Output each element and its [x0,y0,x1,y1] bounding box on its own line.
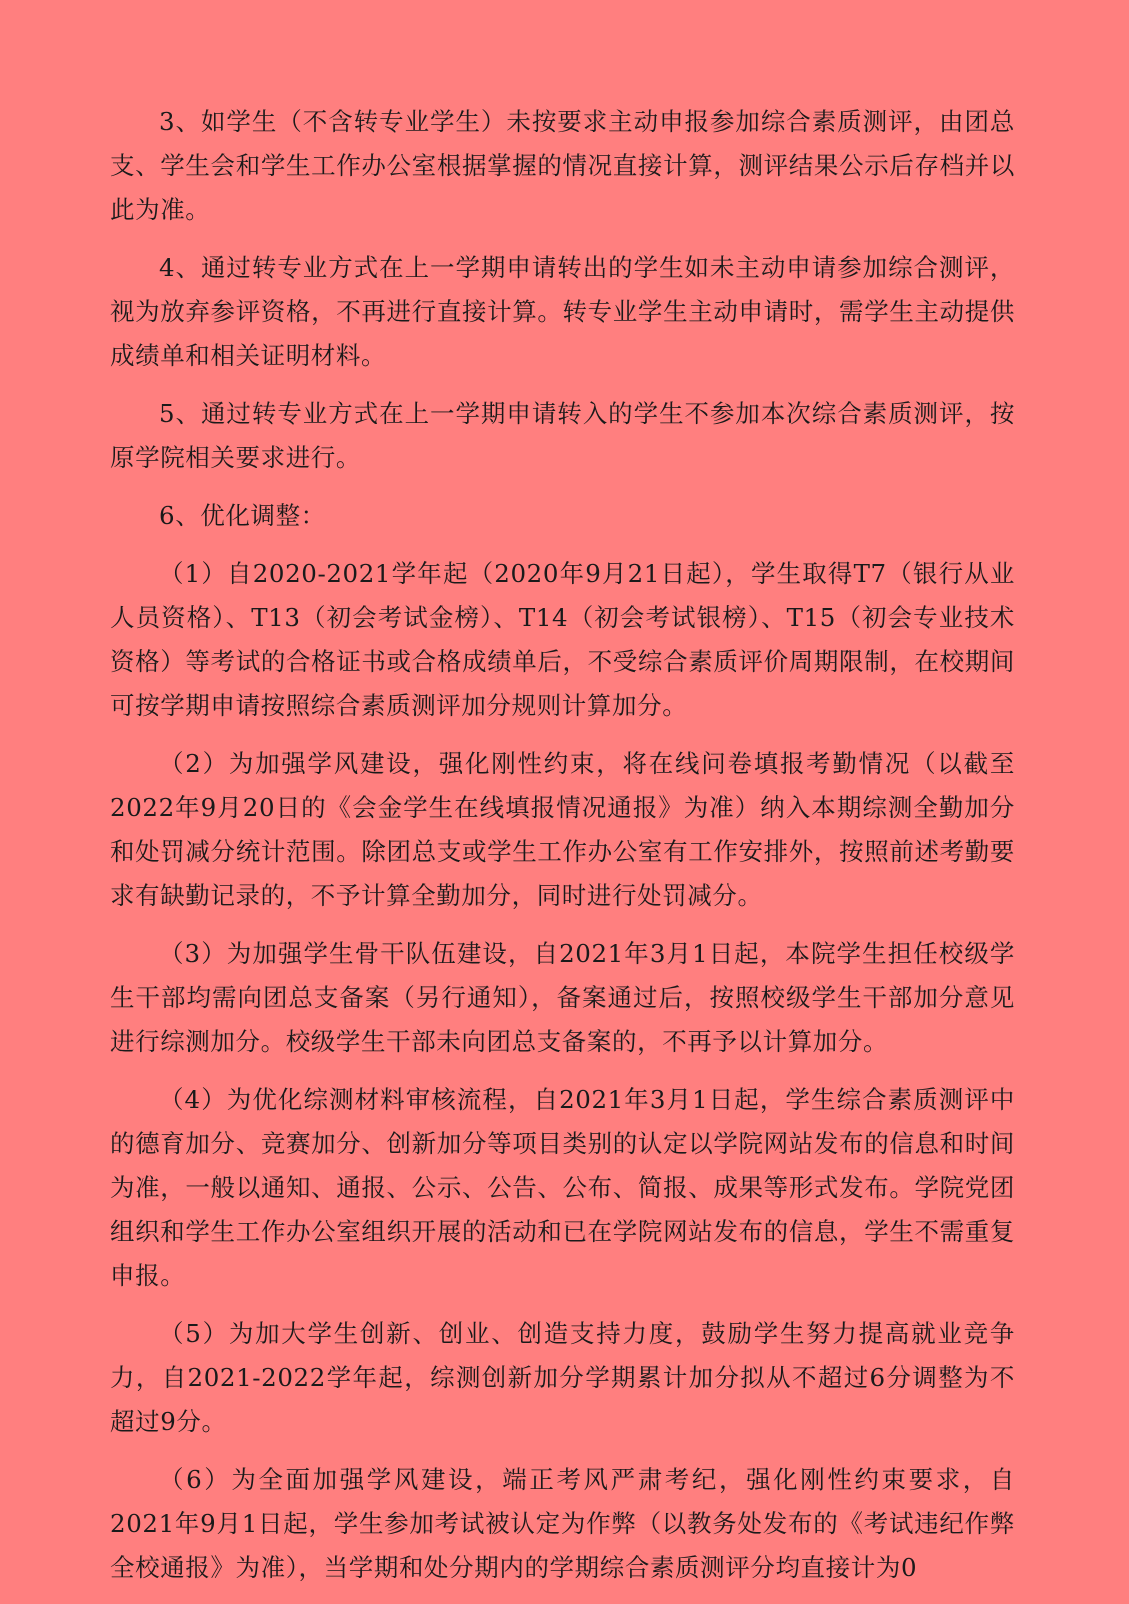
paragraph-sub-1: （1）自2020-2021学年起（2020年9月21日起），学生取得T7（银行从业人员资格）、T13（初会考试金榜）、T14（初会考试银榜）、T15（初会专业技术资格）等考试的合格证书或合格成绩单后，不受综合素质评价周期限制，在校期间可按学期申请按照综合素质测评加分规则计算加分。 [110,559,1015,720]
paragraph-item-5: 5、通过转专业方式在上一学期申请转入的学生不参加本次综合素质测评，按原学院相关要求进行。 [110,399,1015,472]
paragraph-item-6-heading: 6、优化调整： [159,501,326,530]
paragraph-sub-5: （5）为加大学生创新、创业、创造支持力度，鼓励学生努力提高就业竞争力，自2021-2022学年起，综测创新加分学期累计加分拟从不超过6分调整为不超过9分。 [110,1319,1015,1436]
document-body [110,100,1015,1604]
paragraph-item-4: 4、通过转专业方式在上一学期申请转出的学生如未主动申请参加综合测评，视为放弃参评资格，不再进行直接计算。转专业学生主动申请时，需学生主动提供成绩单和相关证明材料。 [110,253,1015,370]
paragraph-sub-2: （2）为加强学风建设，强化刚性约束，将在线问卷填报考勤情况（以截至2022年9月20日的《会金学生在线填报情况通报》为准）纳入本期综测全勤加分和处罚减分统计范围。除团总支或学生工作办公室有工作安排外，按照前述考勤要求有缺勤记录的，不予计算全勤加分，同时进行处罚减分。 [110,749,1015,910]
paragraph-item-3: 3、如学生（不含转专业学生）未按要求主动申报参加综合素质测评，由团总支、学生会和学生工作办公室根据掌握的情况直接计算，测评结果公示后存档并以此为准。 [110,107,1015,224]
paragraph-sub-6: （6）为全面加强学风建设，端正考风严肃考纪，强化刚性约束要求，自2021年9月1日起，学生参加考试被认定为作弊（以教务处发布的《考试违纪作弊全校通报》为准），当学期和处分期内的学期综合素质测评分均直接计为0 [110,1465,1015,1582]
paragraph-sub-3: （3）为加强学生骨干队伍建设，自2021年3月1日起，本院学生担任校级学生干部均需向团总支备案（另行通知），备案通过后，按照校级学生干部加分意见进行综测加分。校级学生干部未向团总支备案的，不再予以计算加分。 [110,939,1015,1056]
paragraph-sub-4: （4）为优化综测材料审核流程，自2021年3月1日起，学生综合素质测评中的德育加分、竞赛加分、创新加分等项目类别的认定以学院网站发布的信息和时间为准，一般以通知、通报、公示、公告、公布、简报、成果等形式发布。学院党团组织和学生工作办公室组织开展的活动和已在学院网站发布的信息，学生不需重复申报。 [110,1085,1015,1290]
